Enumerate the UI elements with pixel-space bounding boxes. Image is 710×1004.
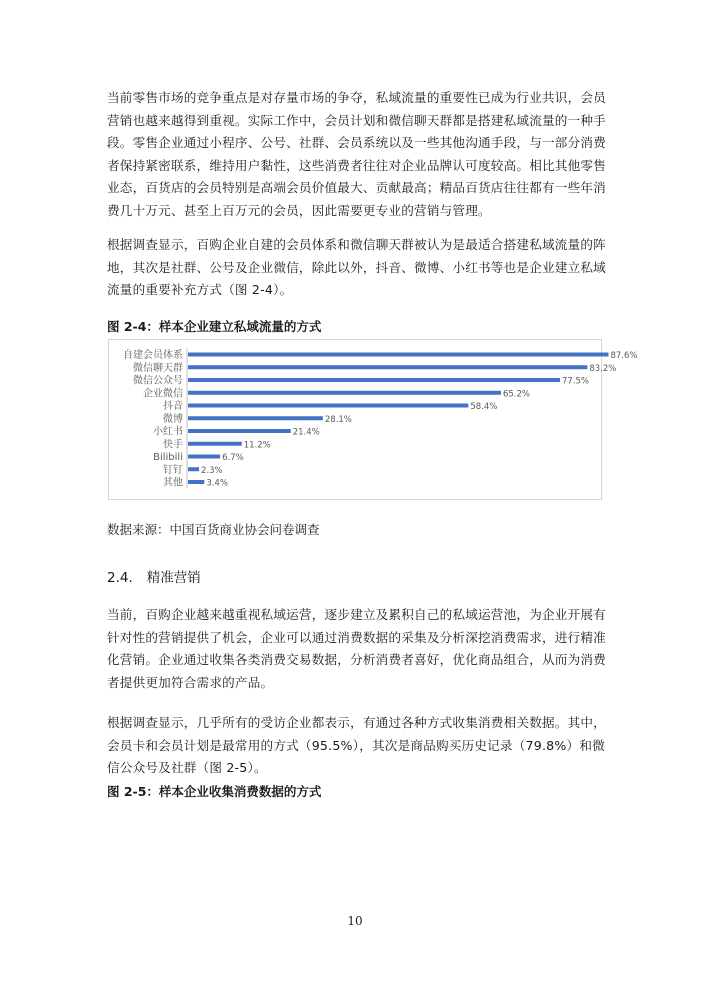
bar (188, 442, 242, 446)
figure-2-4-chart (108, 339, 638, 500)
bar (188, 353, 608, 357)
value-label: 2.3% (201, 465, 223, 476)
value-label: 3.4% (206, 478, 228, 489)
value-label: 21.4% (292, 427, 320, 438)
category-label: 微博 (163, 413, 183, 425)
section-title: 精准营销 (146, 570, 201, 586)
bar (188, 378, 560, 382)
category-label: 快手 (163, 439, 183, 451)
category-label: 钉钉 (163, 464, 183, 476)
bar (188, 467, 199, 471)
category-label: 企业微信 (143, 388, 183, 400)
bar (188, 365, 587, 369)
bar (188, 391, 501, 395)
paragraph-private-traffic-survey: 根据调查显示，百购企业自建的会员体系和微信聊天群被认为是最适合搭建私域流量的阵地，其次是社群、公号及企业微信，除此以外，抖音、微博、小红书等也是企业建立私域流量的重要补充方式（图 2-4）。 (107, 237, 606, 297)
value-label: 6.7% (222, 453, 244, 463)
page-number: 10 (347, 914, 363, 928)
figure-2-4-title: 图 2-4：样本企业建立私域流量的方式 (107, 319, 322, 334)
bar (188, 480, 204, 484)
paragraph-precision-marketing: 当前，百购企业越来越重视私域运营，逐步建立及累积自己的私域运营池，为企业开展有针对性的营销提供了机会，企业可以通过消费数据的采集及分析深挖消费需求，进行精准化营销。企业通过收集各类消费交易数据，分析消费者喜好，优化商品组合，从而为消费者提供更加符合需求的产品。 (107, 607, 606, 690)
value-label: 11.2% (243, 440, 271, 451)
paragraph-private-traffic-intro: 当前零售市场的竞争重点是对存量市场的争夺，私域流量的重要性已成为行业共识，会员营销也越来越得到重视。实际工作中，会员计划和微信聊天群都是搭建私域流量的一种手段。零售企业通过小程序、公号、社群、会员系统以及一些其他沟通手段，与一部分消费者保持紧密联系，维持用户黏性，这些消费者往往对企业品牌认可度较高。相比其他零售业态，百货店的会员特别是高端会员价值最大、贡献最高；精品百货店往往都有一些年消费几十万元、甚至上百万元的会员，因此需要更专业的营销与管理。 (107, 90, 606, 218)
figure-2-5-title: 图 2-5：样本企业收集消费数据的方式 (107, 784, 322, 799)
bar (188, 416, 323, 420)
section-number: 2.4. (107, 570, 133, 586)
category-label: 抖音 (163, 401, 183, 412)
bar (188, 404, 468, 408)
value-label: 58.4% (470, 402, 498, 412)
category-label: 自建会员体系 (123, 350, 183, 361)
source-note: 数据来源：中国百货商业协会问卷调查 (107, 522, 320, 537)
paragraph-data-collection-survey: 根据调查显示，几乎所有的受访企业都表示，有通过各种方式收集消费相关数据。其中，会员卡和会员计划是最常用的方式（95.5%），其次是商品购买历史记录（79.8%）和微信公众号及社群（图 2-5）。 (107, 715, 606, 775)
category-label: 其他 (163, 477, 183, 489)
section-heading (107, 566, 201, 586)
value-label: 28.1% (324, 414, 352, 425)
category-label: 小红书 (153, 426, 183, 438)
bar (188, 455, 220, 459)
category-label: 微信公众号 (133, 375, 183, 387)
value-label: 87.6% (610, 351, 638, 361)
category-label: 微信聊天群 (133, 362, 183, 374)
value-label: 65.2% (502, 389, 530, 400)
bar-chart-svg (109, 340, 638, 501)
value-label: 83.2% (589, 363, 617, 374)
value-label: 77.5% (562, 376, 590, 387)
category-label: Bilibili (153, 452, 183, 463)
bar (188, 429, 291, 433)
